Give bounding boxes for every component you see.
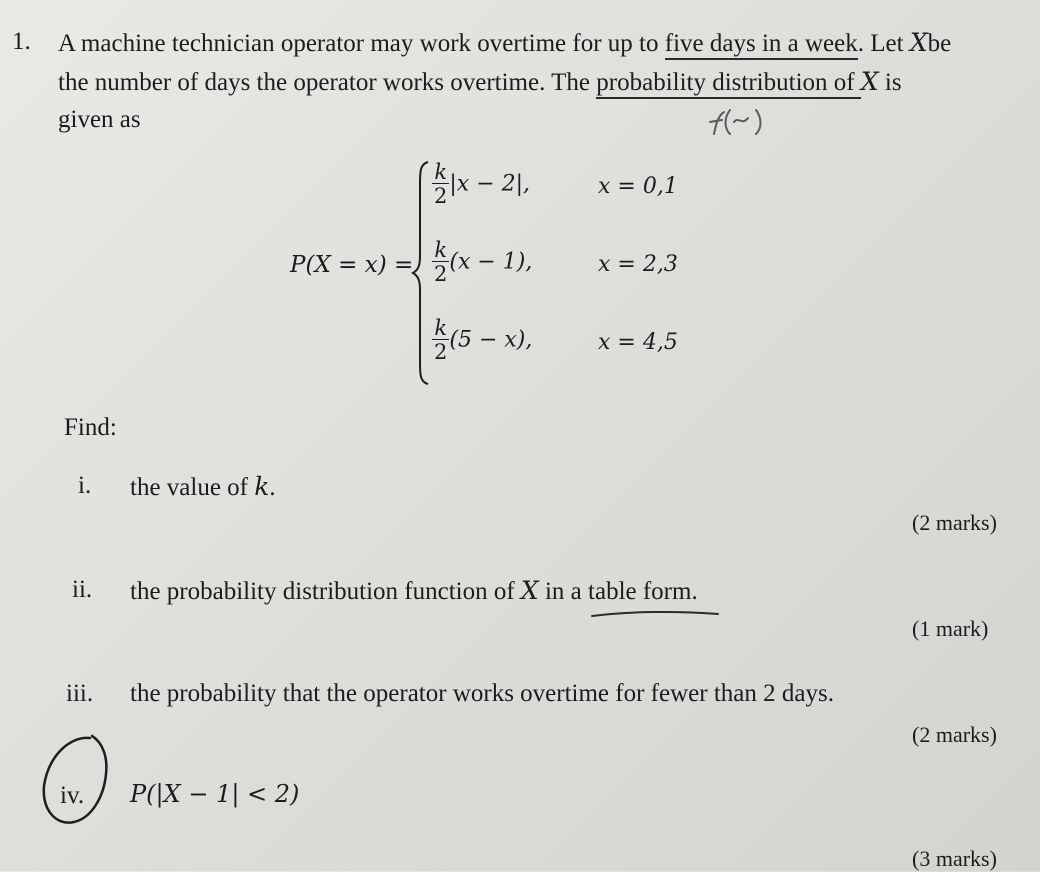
pmf-case-1-domain: x = 0,1 <box>598 174 678 199</box>
pmf-case-1: $\frac{k}{2}$ |x − 2|, <box>434 160 531 208</box>
handwritten-note <box>706 104 776 143</box>
underlined-phrase: probability distribution of <box>596 69 861 99</box>
left-brace-icon <box>410 158 432 388</box>
pmf-case-3-domain: x = 4,5 <box>598 330 678 355</box>
part-iv-marks: (3 marks) <box>912 846 997 871</box>
pmf-lhs: P(X = x) = <box>290 252 414 278</box>
part-iii-marks: (2 marks) <box>912 722 997 747</box>
part-iii-numeral: iii. <box>66 680 94 707</box>
part-i-marks: (2 marks) <box>912 510 997 535</box>
part-i-text: the value of k. <box>130 472 276 501</box>
part-iv-expression: P(|X − 1| < 2) <box>130 780 300 808</box>
pencil-circle-icon <box>38 732 116 828</box>
part-ii-text: the probability distribution function of X in a table form. <box>130 576 698 605</box>
part-ii-numeral: ii. <box>72 576 93 603</box>
find-label: Find: <box>64 414 117 441</box>
handwritten-scribble-icon <box>706 104 776 138</box>
question-number: 1. <box>12 28 31 55</box>
part-iii-text: the probability that the operator works overtime for fewer than 2 days. <box>130 680 834 707</box>
part-ii-marks: (1 mark) <box>912 616 989 641</box>
underlined-phrase: five days in a week <box>665 30 858 60</box>
question-intro-line-1: A machine technician operator may work overtime for up to five days in a week. Let Xbe <box>58 28 951 58</box>
question-intro-line-3: given as <box>58 106 141 133</box>
part-iv-numeral: iv. <box>60 782 85 809</box>
question-intro-line-2: the number of days the operator works overtime. The probability distribution of X is <box>58 67 902 97</box>
part-i-numeral: i. <box>78 472 92 499</box>
pencil-underline-icon <box>590 608 720 620</box>
pmf-case-2-domain: x = 2,3 <box>598 252 678 277</box>
pmf-case-2: $\frac{k}{2}$ (x − 1), <box>434 238 533 286</box>
pmf-case-3: $\frac{k}{2}$ (5 − x), <box>434 316 533 364</box>
